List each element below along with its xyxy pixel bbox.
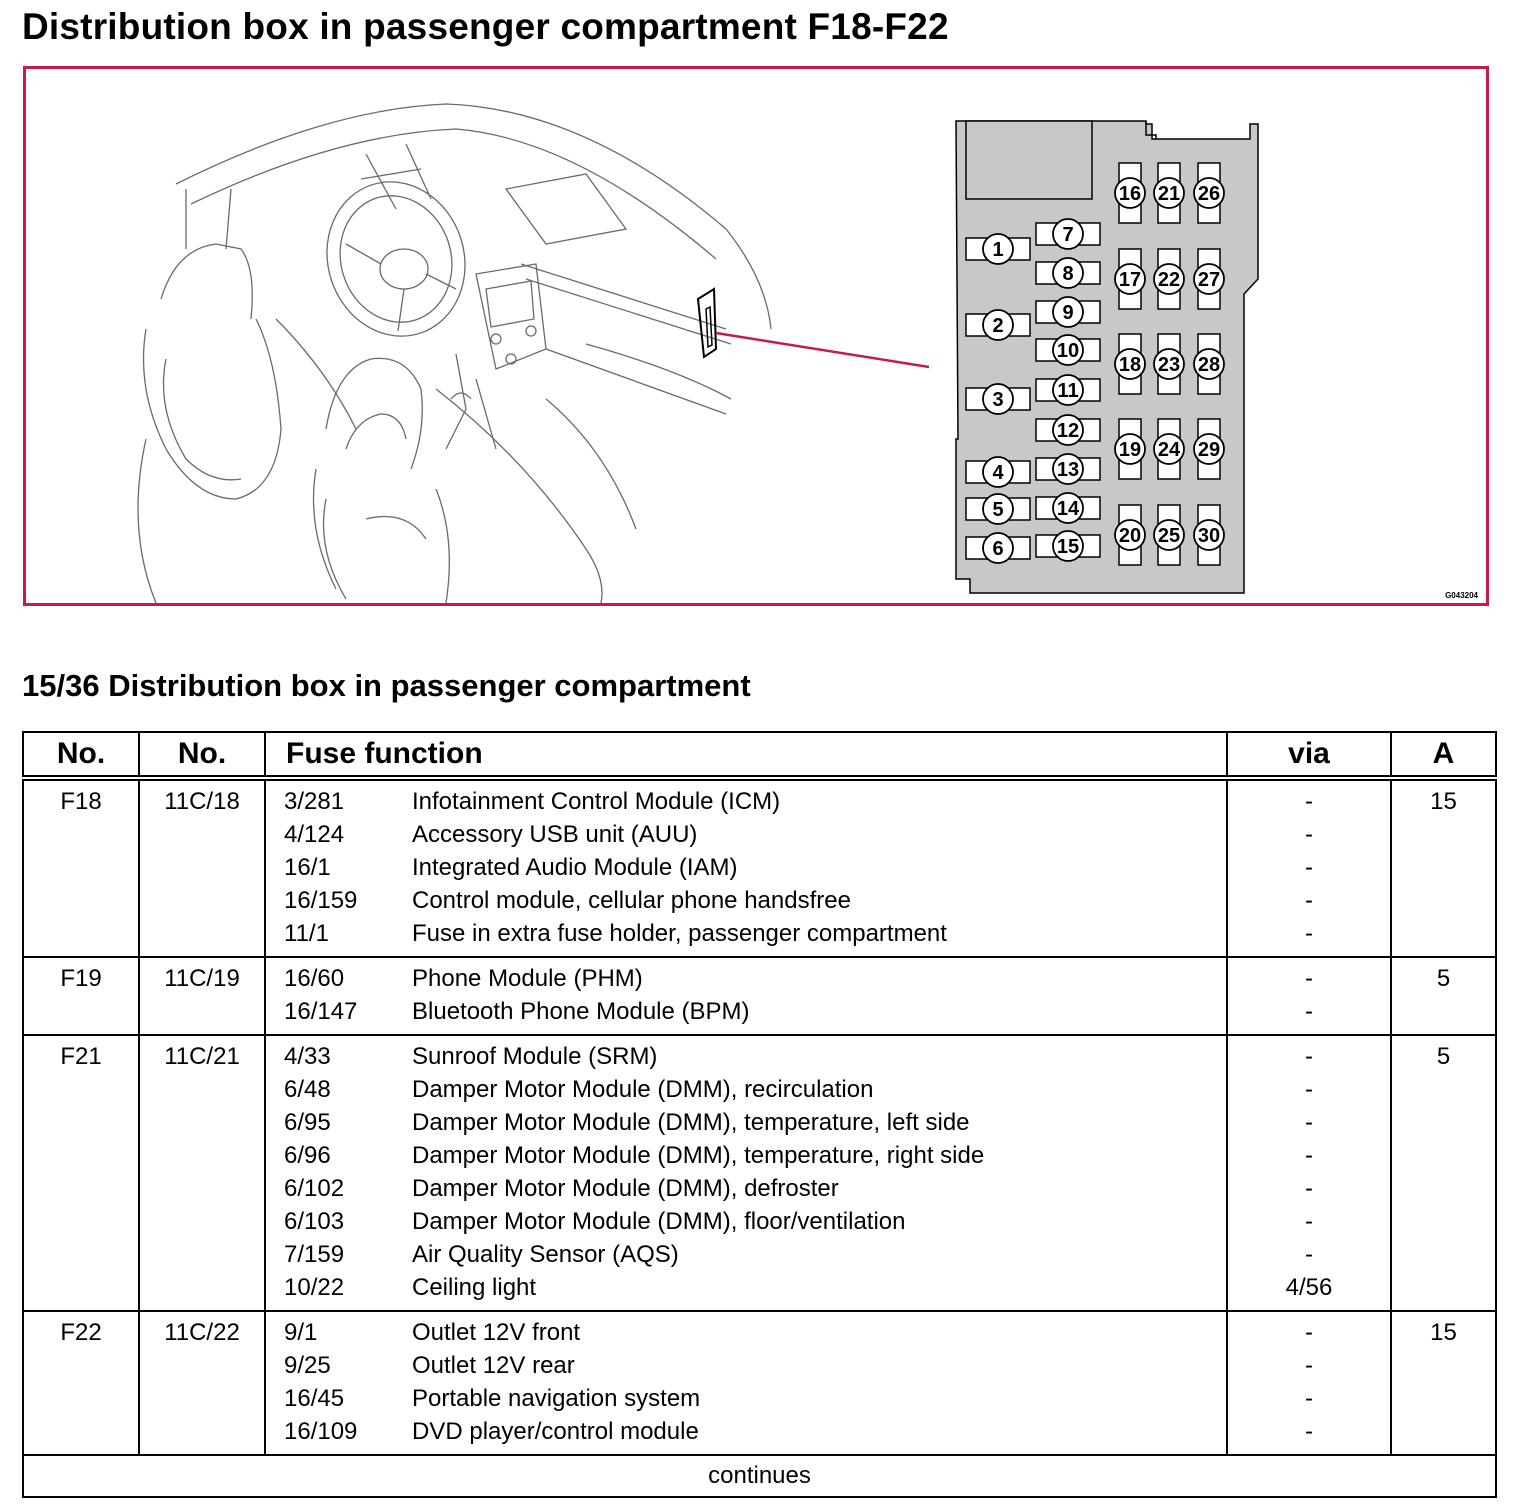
fuse-number-label: 18 (1118, 354, 1142, 376)
function-line (284, 1238, 1226, 1271)
header-fuse-function: Fuse function (265, 732, 1227, 778)
fuse-number-label: 20 (1118, 525, 1142, 547)
fuse-number-label: 23 (1157, 354, 1181, 376)
amperage-value: 15 (1430, 788, 1457, 815)
component-description: DVD player/control module (412, 1418, 699, 1445)
fuse-slot-17 (1115, 249, 1145, 309)
function-line (284, 917, 1226, 950)
fuse-slot-3 (966, 384, 1030, 414)
connector-number: 11C/18 (164, 788, 240, 815)
fuse-number-label: 2 (992, 315, 1004, 337)
component-code: 9/1 (284, 1319, 318, 1346)
fuse-table (22, 731, 1497, 1498)
fuse-function-cell (265, 778, 1227, 957)
via-value: - (1305, 998, 1313, 1025)
fuse-number: F18 (60, 788, 102, 815)
fuse-group-row (23, 1311, 1496, 1455)
function-line (284, 1073, 1226, 1106)
component-code: 10/22 (284, 1274, 345, 1301)
fuse-group-row (23, 957, 1496, 1035)
via-value: - (1305, 1142, 1313, 1169)
fuse-slot-26 (1194, 163, 1224, 223)
pointer-line (716, 333, 929, 367)
function-line (284, 818, 1226, 851)
fuse-number: F21 (60, 1043, 102, 1070)
fuse-number-label: 7 (1062, 224, 1074, 246)
fuse-slot-22 (1154, 249, 1184, 309)
via-value: - (1305, 1109, 1313, 1136)
fuse-number-label: 28 (1197, 354, 1221, 376)
component-description: Bluetooth Phone Module (BPM) (412, 998, 750, 1025)
via-value: - (1305, 887, 1313, 914)
amperage-cell (1391, 1311, 1496, 1455)
amperage-value: 15 (1430, 1319, 1457, 1346)
function-line (284, 1106, 1226, 1139)
fuse-slot-7 (1036, 219, 1100, 249)
function-line (284, 1040, 1226, 1073)
amperage-cell (1391, 778, 1496, 957)
component-code: 16/1 (284, 854, 331, 881)
via-value: 4/56 (1285, 1274, 1333, 1301)
fuse-slot-27 (1194, 249, 1224, 309)
component-description: Ceiling light (412, 1274, 537, 1301)
fuse-number-label: 24 (1157, 439, 1181, 461)
fuse-number: F22 (60, 1319, 102, 1346)
function-line (284, 1382, 1226, 1415)
fuse-number: F19 (60, 965, 102, 992)
fuse-number-cell (23, 1035, 139, 1311)
fuse-slot-12 (1036, 415, 1100, 445)
component-description: Damper Motor Module (DMM), recirculation (412, 1076, 874, 1103)
component-code: 6/48 (284, 1076, 331, 1103)
component-code: 16/159 (284, 887, 358, 914)
component-description: Integrated Audio Module (IAM) (412, 854, 738, 881)
component-description: Damper Motor Module (DMM), defroster (412, 1175, 839, 1202)
fuse-number-label: 6 (992, 538, 1004, 560)
fuse-number-label: 13 (1056, 459, 1080, 481)
fuse-number-label: 27 (1197, 269, 1221, 291)
function-line (284, 1349, 1226, 1382)
table-header-row (23, 732, 1496, 778)
fuse-box-figure (23, 66, 1489, 606)
via-cell (1227, 778, 1391, 957)
function-line (284, 962, 1226, 995)
via-value: - (1305, 1241, 1313, 1268)
via-value: - (1305, 821, 1313, 848)
connector-cell (139, 957, 265, 1035)
component-code: 16/45 (284, 1385, 345, 1412)
via-cell (1227, 1035, 1391, 1311)
component-description: Outlet 12V front (412, 1319, 581, 1346)
continues-note: continues (23, 1455, 1496, 1497)
fuse-number-label: 29 (1197, 439, 1221, 461)
component-description: Damper Motor Module (DMM), floor/ventilation (412, 1208, 906, 1235)
component-description: Infotainment Control Module (ICM) (412, 788, 781, 815)
component-description: Fuse in extra fuse holder, passenger compartment (412, 920, 947, 947)
fuse-slot-6 (966, 533, 1030, 563)
component-code: 6/102 (284, 1175, 345, 1202)
via-value: - (1305, 1043, 1313, 1070)
fuse-number-label: 5 (992, 499, 1004, 521)
relay-slot (966, 121, 1092, 199)
fuse-slot-10 (1036, 335, 1100, 365)
via-value: - (1305, 965, 1313, 992)
via-value: - (1305, 1175, 1313, 1202)
fuse-number-label: 3 (992, 389, 1004, 411)
fuse-slot-30 (1194, 505, 1224, 565)
function-line (284, 785, 1226, 818)
via-cell (1227, 1311, 1391, 1455)
fuse-slot-29 (1194, 419, 1224, 479)
fuse-number-label: 1 (992, 239, 1004, 261)
connector-number: 11C/21 (164, 1043, 240, 1070)
function-line (284, 1172, 1226, 1205)
function-line (284, 884, 1226, 917)
component-code: 4/124 (284, 821, 345, 848)
component-description: Accessory USB unit (AUU) (412, 821, 698, 848)
component-description: Damper Motor Module (DMM), temperature, left side (412, 1109, 970, 1136)
function-line (284, 1415, 1226, 1448)
component-code: 16/60 (284, 965, 345, 992)
component-description: Control module, cellular phone handsfree (412, 887, 851, 914)
fuse-number-cell (23, 1311, 139, 1455)
connector-cell (139, 778, 265, 957)
fuse-slot-14 (1036, 493, 1100, 523)
table-footer-row (23, 1455, 1496, 1497)
fuse-slot-25 (1154, 505, 1184, 565)
via-value: - (1305, 1208, 1313, 1235)
via-value: - (1305, 920, 1313, 947)
fuse-slot-15 (1036, 531, 1100, 561)
header-connector-no: No. (139, 732, 265, 778)
fuse-number-cell (23, 778, 139, 957)
fuse-number-cell (23, 957, 139, 1035)
fuse-number-label: 12 (1056, 420, 1080, 442)
fuse-number-label: 17 (1118, 269, 1142, 291)
fuse-function-cell (265, 957, 1227, 1035)
connector-cell (139, 1035, 265, 1311)
component-code: 11/1 (284, 920, 329, 947)
function-line (284, 1139, 1226, 1172)
via-value: - (1305, 788, 1313, 815)
fuse-slot-8 (1036, 258, 1100, 288)
fuse-group-row (23, 1035, 1496, 1311)
component-description: Outlet 12V rear (412, 1352, 575, 1379)
fuse-box-illustration (26, 69, 1486, 603)
amperage-value: 5 (1436, 965, 1451, 992)
fuse-number-label: 21 (1157, 183, 1181, 205)
connector-number: 11C/19 (164, 965, 240, 992)
fuse-number-label: 15 (1056, 536, 1080, 558)
fuse-slot-9 (1036, 297, 1100, 327)
component-code: 3/281 (284, 788, 345, 815)
fuse-slot-4 (966, 457, 1030, 487)
component-description: Damper Motor Module (DMM), temperature, right side (412, 1142, 985, 1169)
fuse-function-cell (265, 1035, 1227, 1311)
component-code: 6/95 (284, 1109, 331, 1136)
fuse-slot-24 (1154, 419, 1184, 479)
function-line (284, 1205, 1226, 1238)
fuse-slot-1 (966, 234, 1030, 264)
component-description: Phone Module (PHM) (412, 965, 643, 992)
fuse-slot-2 (966, 310, 1030, 340)
component-description: Air Quality Sensor (AQS) (412, 1241, 679, 1268)
fuse-number-label: 8 (1062, 263, 1074, 285)
fuse-slot-11 (1036, 375, 1100, 405)
fuse-slot-16 (1115, 163, 1145, 223)
function-line (284, 851, 1226, 884)
fuse-number-label: 4 (992, 462, 1004, 484)
connector-cell (139, 1311, 265, 1455)
fuse-number-label: 19 (1118, 439, 1142, 461)
via-value: - (1305, 1076, 1313, 1103)
fuse-slot-19 (1115, 419, 1145, 479)
fuse-slot-5 (966, 494, 1030, 524)
car-interior-drawing (138, 104, 771, 603)
function-line (284, 1316, 1226, 1349)
fuse-table-body (23, 778, 1496, 1455)
component-description: Sunroof Module (SRM) (412, 1043, 658, 1070)
header-no: No. (23, 732, 139, 778)
via-value: - (1305, 1385, 1313, 1412)
component-code: 7/159 (284, 1241, 345, 1268)
via-value: - (1305, 854, 1313, 881)
via-cell (1227, 957, 1391, 1035)
component-code: 16/147 (284, 998, 358, 1025)
fuse-number-label: 11 (1057, 380, 1079, 402)
fuse-slot-13 (1036, 454, 1100, 484)
component-code: 6/96 (284, 1142, 331, 1169)
fuse-group-row (23, 778, 1496, 957)
fuse-slot-18 (1115, 334, 1145, 394)
fuse-slot-20 (1115, 505, 1145, 565)
component-code: 6/103 (284, 1208, 345, 1235)
via-value: - (1305, 1352, 1313, 1379)
connector-number: 11C/22 (164, 1319, 240, 1346)
component-code: 4/33 (284, 1043, 331, 1070)
component-description: Portable navigation system (412, 1385, 701, 1412)
function-line (284, 1271, 1226, 1304)
fuse-number-label: 26 (1197, 183, 1221, 205)
amperage-cell (1391, 957, 1496, 1035)
fuse-function-cell (265, 1311, 1227, 1455)
via-value: - (1305, 1418, 1313, 1445)
page-title: Distribution box in passenger compartment F18-F22 (22, 6, 949, 47)
fuse-number-label: 9 (1062, 302, 1074, 324)
fuse-number-label: 30 (1197, 525, 1221, 547)
fuse-slot-23 (1154, 334, 1184, 394)
component-code: 9/25 (284, 1352, 331, 1379)
fuse-slot-28 (1194, 334, 1224, 394)
fuse-number-label: 16 (1118, 183, 1142, 205)
section-title: 15/36 Distribution box in passenger compartment (22, 668, 751, 703)
function-line (284, 995, 1226, 1028)
fuse-number-label: 25 (1157, 525, 1181, 547)
amperage-value: 5 (1436, 1043, 1451, 1070)
fuse-number-label: 22 (1157, 269, 1181, 291)
fuse-number-label: 14 (1056, 498, 1080, 520)
component-code: 16/109 (284, 1418, 358, 1445)
via-value: - (1305, 1319, 1313, 1346)
header-via: via (1227, 732, 1391, 778)
fuse-slot-21 (1154, 163, 1184, 223)
amperage-cell (1391, 1035, 1496, 1311)
header-amperage: A (1391, 732, 1496, 778)
figure-code: G043204 (1445, 591, 1478, 600)
fuse-number-label: 10 (1056, 340, 1080, 362)
